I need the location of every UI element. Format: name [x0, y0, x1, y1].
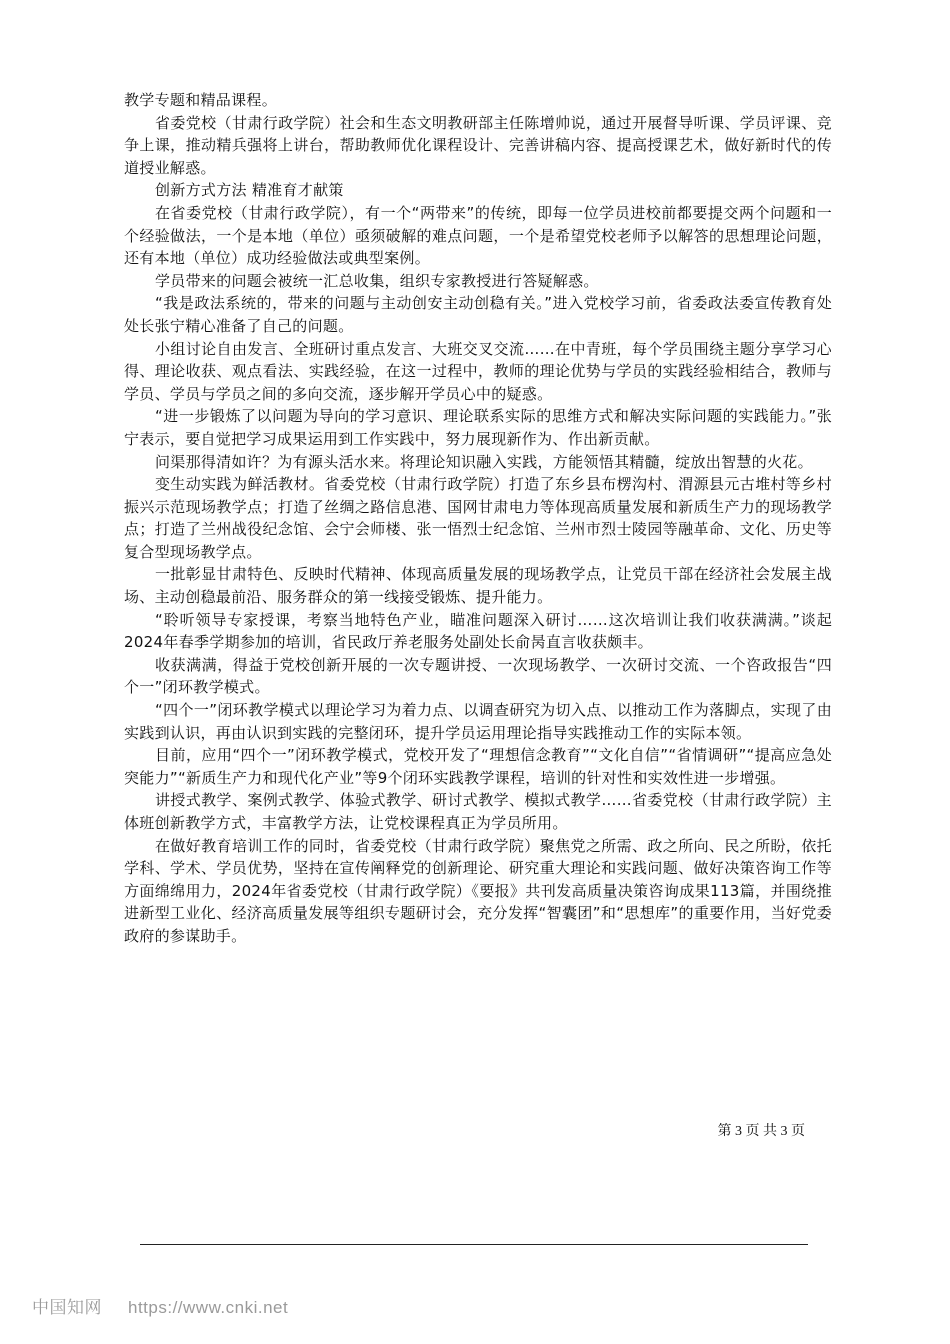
footer-divider	[140, 1244, 808, 1245]
paragraph: 学员带来的问题会被统一汇总收集，组织专家教授进行答疑解惑。	[155, 271, 599, 290]
paragraph: “进一步锻炼了以问题为导向的学习意识、理论联系实际的思维方式和解决实际问题的实践能力。”张宁表示，要自觉把学习成果运用到工作实践中，努力展现新作为、作出新贡献。	[124, 407, 832, 448]
paragraph: “我是政法系统的，带来的问题与主动创安主动创稳有关。”进入党校学习前，省委政法委宣传教育处处长张宁精心准备了自己的问题。	[124, 294, 832, 335]
paragraph: 收获满满，得益于党校创新开展的一次专题讲授、一次现场教学、一次研讨交流、一个咨政报告“四个一”闭环教学模式。	[124, 655, 832, 697]
paragraph: 教学专题和精品课程。	[124, 91, 278, 109]
article-body	[124, 89, 832, 948]
paragraph: 讲授式教学、案例式教学、体验式教学、研讨式教学、模拟式教学……省委党校（甘肃行政学院）主体班创新教学方式，丰富教学方法，让党校课程真正为学员所用。	[124, 791, 832, 832]
watermark-brand: 中国知网	[32, 1298, 102, 1317]
watermark-url: https://www.cnki.net	[128, 1298, 289, 1317]
paragraph: 在省委党校（甘肃行政学院），有一个“两带来”的传统，即每一位学员进校前都要提交两个问题和一个经验做法，一个是本地（单位）亟须破解的难点问题，一个是希望党校老师予以解答的思想理论问题，还有本地（单位）成功经验做法或典型案例。	[124, 203, 832, 268]
page-number: 第 3 页 共 3 页	[717, 1124, 805, 1139]
paragraph: 在做好教育培训工作的同时，省委党校（甘肃行政学院）聚焦党之所需、政之所向、民之所盼，依托学科、学术、学员优势，坚持在宣传阐释党的创新理论、研究重大理论和实践问题、做好决策咨询工作等方面绵绵用力，2024年省委党校（甘肃行政学院）《要报》共刊发高质量决策咨询成果113篇，并围绕推进新型工业化、经济高质量发展等组织专题研讨会，充分发挥“智囊团”和“思想库”的重要作用，当好党委政府的参谋助手。	[124, 836, 832, 945]
paragraph: 创新方式方法 精准育才献策	[155, 181, 344, 200]
paragraph: 一批彰显甘肃特色、反映时代精神、体现高质量发展的现场教学点，让党员干部在经济社会发展主战场、主动创稳最前沿、服务群众的第一线接受锻炼、提升能力。	[124, 565, 832, 607]
paragraph: “四个一”闭环教学模式以理论学习为着力点、以调查研究为切入点、以推动工作为落脚点，实现了由实践到认识，再由认识到实践的完整闭环，提升学员运用理论指导实践推动工作的实际本领。	[124, 701, 832, 742]
paragraph: 问渠那得清如许？为有源头活水来。将理论知识融入实践，方能领悟其精髓，绽放出智慧的火花。	[155, 452, 813, 471]
paragraph: 小组讨论自由发言、全班研讨重点发言、大班交叉交流……在中青班，每个学员围绕主题分享学习心得、理论收获、观点看法、实践经验，在这一过程中，教师的理论优势与学员的实践经验相结合，教师与学员、学员与学员之间的多向交流，逐步解开学员心中的疑惑。	[124, 339, 832, 403]
paragraph: 省委党校（甘肃行政学院）社会和生态文明教研部主任陈增帅说，通过开展督导听课、学员评课、竞争上课，推动精兵强将上讲台，帮助教师优化课程设计、完善讲稿内容、提高授课艺术，做好新时代的传道授业解惑。	[124, 113, 832, 177]
paragraph: “聆听领导专家授课，考察当地特色产业，瞄准问题深入研讨……这次培训让我们收获满满。”谈起2024年春季学期参加的培训，省民政厅养老服务处副处长俞昺直言收获颇丰。	[124, 610, 832, 652]
paragraph: 变生动实践为鲜活教材。省委党校（甘肃行政学院）打造了东乡县布楞沟村、渭源县元古堆村等乡村振兴示范现场教学点；打造了丝绸之路信息港、国网甘肃电力等体现高质量发展和新质生产力的现场教学点；打造了兰州战役纪念馆、会宁会师楼、张一悟烈士纪念馆、兰州市烈士陵园等融革命、文化、历史等复合型现场教学点。	[124, 475, 832, 561]
paragraph: 目前，应用“四个一”闭环教学模式，党校开发了“理想信念教育”“文化自信”“省情调研”“提高应急处突能力”“新质生产力和现代化产业”等9个闭环实践教学课程，培训的针对性和实效性进一步增强。	[124, 746, 832, 787]
cnki-watermark	[32, 1293, 288, 1318]
